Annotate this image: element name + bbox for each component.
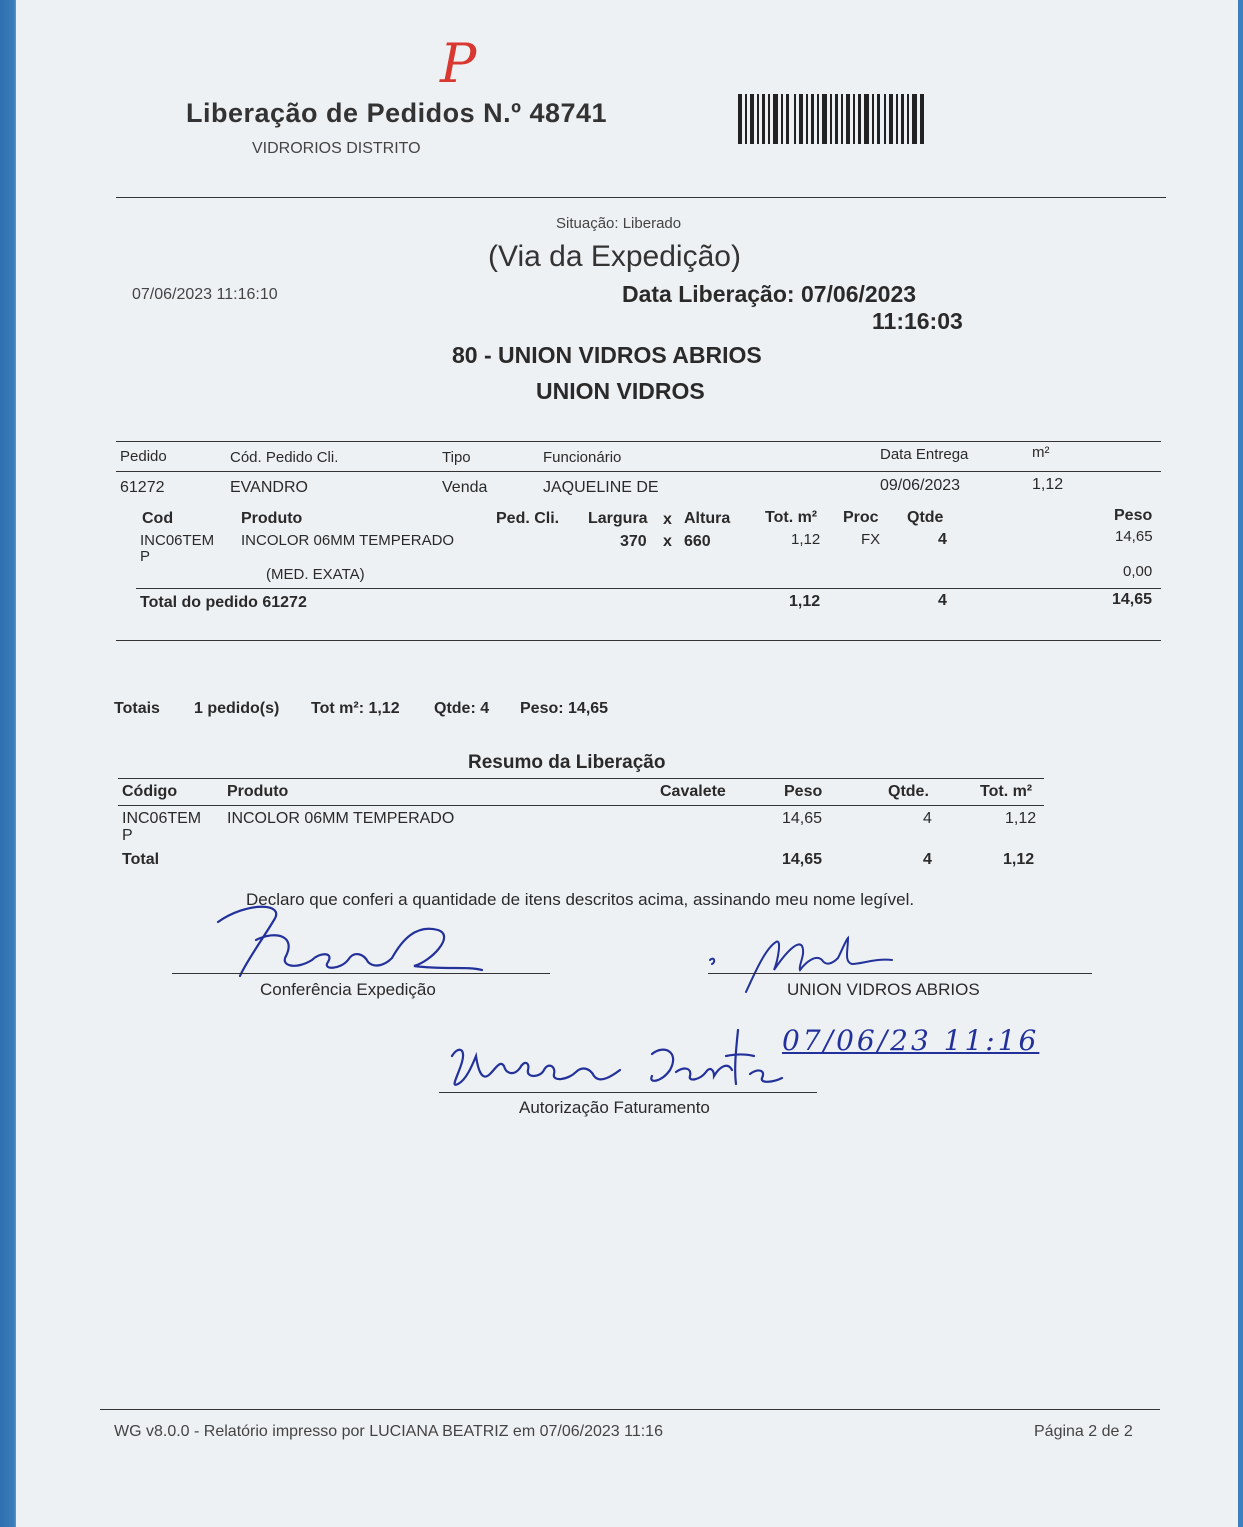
resumo-col-tot-m2: Tot. m²	[980, 783, 1033, 800]
client-short-name: UNION VIDROS	[536, 378, 705, 404]
totals-qtde: Qtde: 4	[434, 700, 490, 717]
order-tipo: Venda	[442, 479, 488, 496]
resumo-col-peso: Peso	[784, 783, 823, 800]
totals-pedidos: 1 pedido(s)	[194, 700, 280, 717]
resumo-col-codigo: Código	[122, 783, 178, 800]
signature-line-client	[708, 973, 1092, 974]
signature-conferencia	[216, 900, 496, 980]
col-cod-pedido-cli: Cód. Pedido Cli.	[230, 449, 339, 466]
resumo-row-peso: 14,65	[782, 810, 823, 827]
data-liberacao: Data Liberação: 07/06/2023	[622, 281, 917, 307]
items-col-cod: Cod	[142, 510, 174, 527]
signature-line-conferencia	[172, 973, 550, 974]
order-m2: 1,12	[1032, 476, 1064, 493]
order-table-top-rule	[116, 441, 1161, 442]
totals-tot-m2: Tot m²: 1,12	[311, 700, 400, 717]
items-col-largura: Largura	[588, 510, 648, 527]
item-proc: FX	[861, 531, 881, 548]
footer-printed-by: WG v8.0.0 - Relatório impresso por LUCIANA BEATRIZ em 07/06/2023 11:16	[114, 1423, 663, 1440]
items-col-altura: Altura	[684, 510, 731, 527]
col-data-entrega: Data Entrega	[880, 446, 969, 463]
resumo-total-label: Total	[122, 851, 160, 868]
order-data-entrega: 09/06/2023	[880, 477, 961, 494]
header-divider	[116, 197, 1166, 198]
section-divider	[116, 640, 1161, 641]
document-title: Liberação de Pedidos N.º 48741	[186, 98, 608, 128]
order-total-label: Total do pedido 61272	[140, 594, 307, 611]
order-pedido: 61272	[120, 479, 165, 496]
resumo-row-tot-m2: 1,12	[1005, 810, 1037, 827]
col-funcionario: Funcionário	[543, 449, 622, 466]
resumo-total-peso: 14,65	[782, 851, 823, 868]
situacao: Situação: Liberado	[556, 215, 682, 232]
items-col-ped-cli: Ped. Cli.	[496, 510, 560, 527]
items-col-peso: Peso	[1114, 507, 1153, 524]
items-col-qtde: Qtde	[907, 509, 944, 526]
totals-peso: Peso: 14,65	[520, 700, 609, 717]
resumo-row-cod-line2: P	[122, 827, 133, 844]
item-largura: 370	[620, 533, 647, 550]
item-peso: 14,65	[1115, 528, 1153, 545]
document-page	[16, 0, 1238, 1527]
order-cod-pedido-cli: EVANDRO	[230, 479, 308, 496]
resumo-title: Resumo da Liberação	[468, 752, 666, 773]
col-tipo: Tipo	[442, 449, 471, 466]
order-total-qtde: 4	[938, 592, 947, 609]
data-liberacao-time: 11:16:03	[872, 308, 963, 334]
signature-line-autorizacao	[439, 1092, 817, 1093]
item-produto: INCOLOR 06MM TEMPERADO	[241, 532, 455, 549]
print-timestamp: 07/06/2023 11:16:10	[132, 286, 278, 303]
items-col-tot-m2: Tot. m²	[765, 509, 818, 526]
order-total-peso: 14,65	[1112, 591, 1153, 608]
resumo-col-cavalete: Cavalete	[660, 783, 726, 800]
resumo-row-produto: INCOLOR 06MM TEMPERADO	[227, 810, 455, 827]
item-cod-line1: INC06TEM	[140, 532, 215, 549]
item-qtde: 4	[938, 531, 947, 548]
declaration-text: Declaro que conferi a quantidade de itens descritos acima, assinando meu nome legível.	[246, 890, 915, 909]
footer-rule	[100, 1409, 1160, 1410]
red-p-mark: P	[440, 32, 477, 95]
order-total-m2: 1,12	[789, 593, 821, 610]
company-name: VIDRORIOS DISTRITO	[252, 140, 421, 157]
item-sub-line: (MED. EXATA)	[266, 566, 365, 583]
item-x: x	[663, 533, 672, 550]
items-col-produto: Produto	[241, 510, 303, 527]
resumo-col-produto: Produto	[227, 783, 289, 800]
col-pedido: Pedido	[120, 448, 167, 465]
footer-page-number: Página 2 de 2	[1034, 1423, 1133, 1440]
order-funcionario: JAQUELINE DE	[543, 479, 659, 496]
item-altura: 660	[684, 533, 711, 550]
via-label: (Via da Expedição)	[488, 240, 741, 273]
item-tot-m2: 1,12	[791, 531, 821, 548]
barcode	[738, 92, 926, 146]
totals-label: Totais	[114, 700, 160, 717]
autorizacao-label: Autorização Faturamento	[519, 1098, 710, 1117]
col-m2: m²	[1032, 444, 1050, 461]
signature-autorizacao	[444, 1026, 784, 1096]
resumo-row-cod-line1: INC06TEM	[122, 810, 202, 827]
resumo-header-rule	[118, 805, 1044, 806]
item-cod-line2: P	[140, 548, 151, 565]
resumo-row-qtde: 4	[923, 810, 932, 827]
handwritten-date: 07/06/23 11:16	[782, 1024, 1040, 1057]
resumo-total-qtde: 4	[923, 851, 932, 868]
resumo-total-tot-m2: 1,12	[1003, 851, 1035, 868]
items-col-proc: Proc	[843, 509, 879, 526]
resumo-top-rule	[118, 778, 1044, 779]
item-sub-peso: 0,00	[1123, 563, 1153, 580]
items-col-x: x	[663, 511, 672, 528]
resumo-col-qtde: Qtde.	[888, 783, 929, 800]
conferencia-label: Conferência Expedição	[260, 980, 436, 999]
client-name: 80 - UNION VIDROS ABRIOS	[452, 342, 762, 368]
order-table-header-rule	[116, 471, 1161, 472]
client-signature-label: UNION VIDROS ABRIOS	[787, 980, 980, 999]
items-total-rule	[136, 588, 1161, 589]
